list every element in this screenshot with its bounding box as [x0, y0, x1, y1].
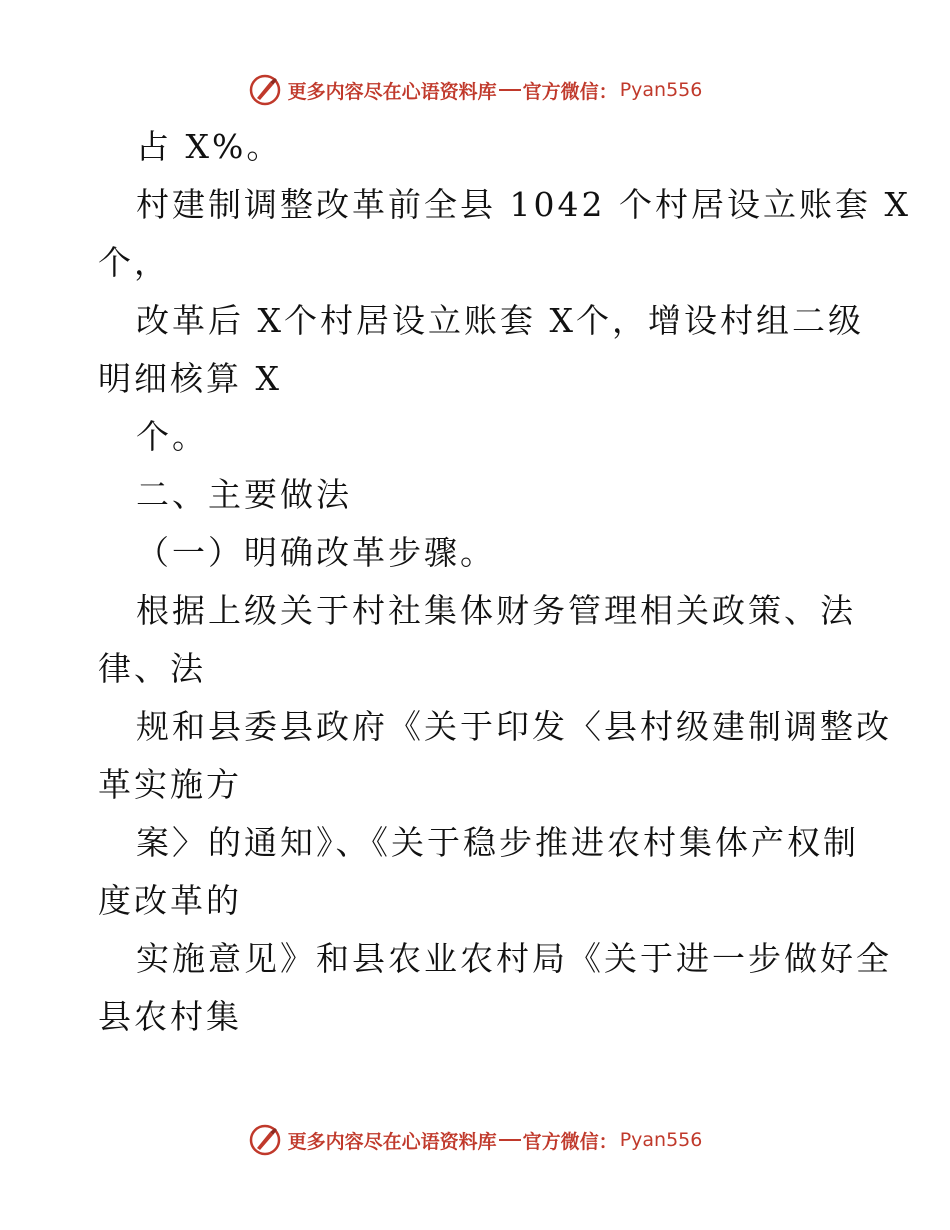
- text-line: 实施意见》和县农业农村局《关于进一步做好全: [136, 939, 892, 978]
- document-body: [98, 118, 911, 1046]
- text-line: 改革后 X个村居设立账套 X个，增设村组二级: [136, 301, 864, 340]
- watermark-official-label: 官方微信：: [522, 80, 618, 103]
- footer-watermark: [0, 1120, 950, 1160]
- watermark-wechat-id: Pyan556: [619, 1129, 703, 1151]
- text-line: 革实施方: [98, 765, 242, 804]
- text-line: 县农村集: [98, 997, 242, 1036]
- watermark-dash: [499, 1139, 521, 1141]
- text-line: 个，: [98, 243, 170, 282]
- text-line: 律、法: [98, 649, 206, 688]
- section-heading: 二、主要做法: [136, 475, 352, 514]
- text-line: 明细核算 X: [98, 359, 282, 398]
- subsection-heading: （一）明确改革步骤。: [136, 533, 496, 572]
- watermark-official-label: 官方微信：: [522, 1130, 618, 1153]
- text-line: 根据上级关于村社集体财务管理相关政策、法: [136, 591, 856, 630]
- text-line: 规和县委县政府《关于印发〈县村级建制调整改: [136, 707, 892, 746]
- quill-pen-icon: [248, 1123, 282, 1157]
- text-line: 占 X%。: [136, 127, 283, 166]
- watermark-wechat-id: Pyan556: [619, 79, 703, 101]
- watermark-brand-text: 更多内容尽在心语资料库: [287, 1130, 497, 1153]
- header-watermark: [0, 70, 950, 110]
- watermark-brand-text: 更多内容尽在心语资料库: [287, 80, 497, 103]
- quill-pen-icon: [248, 73, 282, 107]
- text-line: 村建制调整改革前全县 1042 个村居设立账套 X: [136, 185, 911, 224]
- text-line: 案〉的通知》、《关于稳步推进农村集体产权制: [136, 823, 859, 862]
- text-line: 度改革的: [98, 881, 242, 920]
- watermark-dash: [499, 89, 521, 91]
- text-line: 个。: [136, 417, 208, 456]
